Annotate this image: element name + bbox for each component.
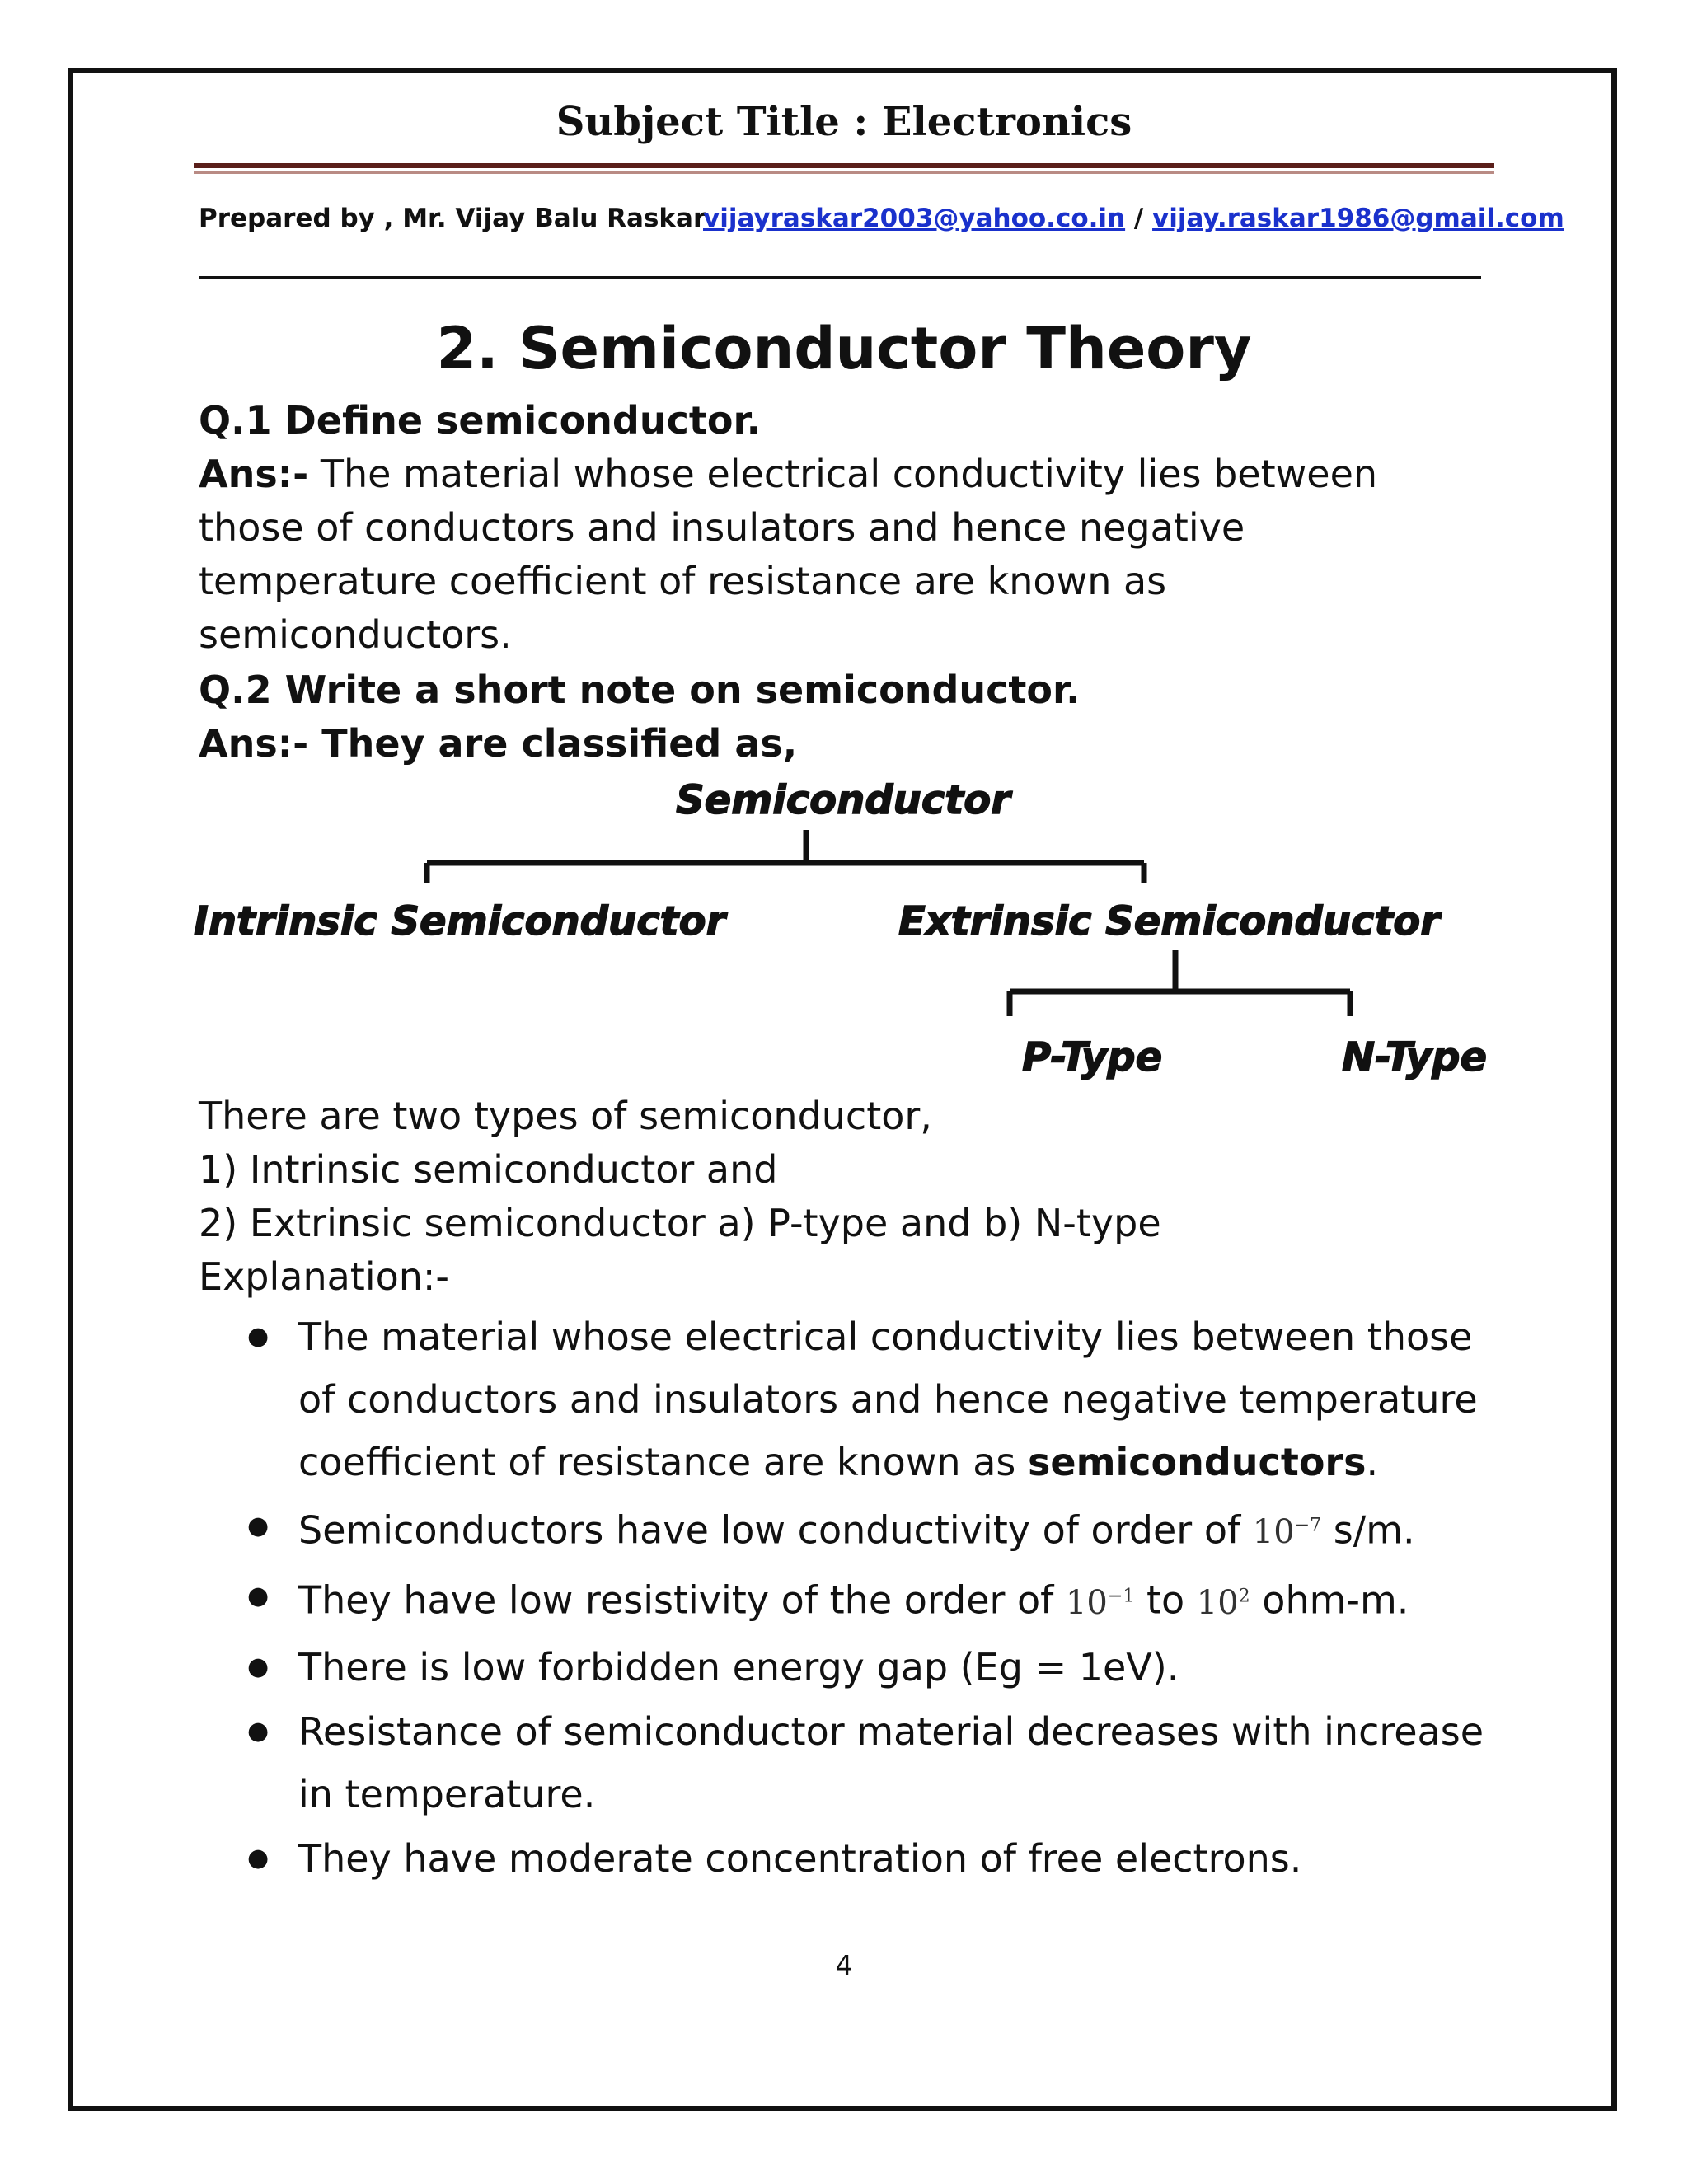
header-underline: [199, 276, 1481, 279]
email-line: [703, 204, 1564, 233]
subject-title: Subject Title : Electronics: [556, 99, 1132, 145]
resistivity-math-high: $10^2$: [1196, 1583, 1250, 1622]
explanation-list: [247, 1305, 1500, 1891]
answer-1-text: The material whose electrical conductivity lies between those of conductors and insulators and hence negative temperature coefficient of resistance are known as semiconductors.: [199, 452, 1378, 657]
email-link-gmail[interactable]: vijay.raskar1986@gmail.com: [1152, 204, 1564, 233]
question-2: Q.2 Write a short note on semiconductor.: [199, 668, 1081, 712]
list-item: ● The material whose electrical conductivity lies between those of conductors and insulators and hence negative temperature coefficient of resistance are known as semiconductors.: [247, 1305, 1500, 1493]
email-separator: /: [1125, 204, 1153, 233]
chapter-title: 2. Semiconductor Theory: [436, 315, 1252, 382]
classification-diagram: [190, 771, 1508, 1084]
types-item-2: 2) Extrinsic semiconductor a) P-type and b) N-type: [199, 1201, 1161, 1245]
types-intro: There are two types of semiconductor,: [199, 1094, 932, 1138]
answer-2-prefix: Ans:- They are classified as,: [199, 721, 798, 766]
diagram-extrinsic-label: Extrinsic Semiconductor: [898, 898, 1440, 944]
question-1: Q.1 Define semiconductor.: [199, 398, 762, 443]
types-item-1: 1) Intrinsic semiconductor and: [199, 1147, 778, 1192]
explanation-label: Explanation:-: [199, 1254, 450, 1299]
prepared-by: Prepared by , Mr. Vijay Balu Raskar: [199, 204, 706, 233]
diagram-ntype-label: N-Type: [1342, 1034, 1488, 1080]
list-item: ● They have low resistivity of the order of $10^{-1}$ to $10^2$ ohm-m.: [247, 1565, 1500, 1633]
list-item: ● Resistance of semiconductor material decreases with increase in temperature.: [247, 1700, 1500, 1825]
list-item: ● They have moderate concentration of free electrons.: [247, 1827, 1500, 1890]
list-item: ● Semiconductors have low conductivity of order of $10^{-7}$ s/m.: [247, 1495, 1500, 1563]
resistivity-math-low: $10^{-1}$: [1065, 1583, 1135, 1622]
page-number: 4: [835, 1949, 853, 1981]
header-rule: [194, 163, 1494, 168]
diagram-intrinsic-label: Intrinsic Semiconductor: [194, 898, 726, 944]
semiconductors-bold: semiconductors: [1027, 1440, 1367, 1484]
email-link-yahoo[interactable]: vijayraskar2003@yahoo.co.in: [703, 204, 1126, 233]
conductivity-math: $10^{-7}$: [1252, 1513, 1322, 1552]
header-rule-shadow: [194, 171, 1494, 174]
answer-1: [199, 448, 1484, 662]
list-item: ● There is low forbidden energy gap (Eg = 1eV).: [247, 1636, 1500, 1699]
diagram-root-label: Semiconductor: [676, 777, 1010, 823]
answer-1-prefix: Ans:-: [199, 452, 309, 496]
diagram-ptype-label: P-Type: [1022, 1034, 1163, 1080]
